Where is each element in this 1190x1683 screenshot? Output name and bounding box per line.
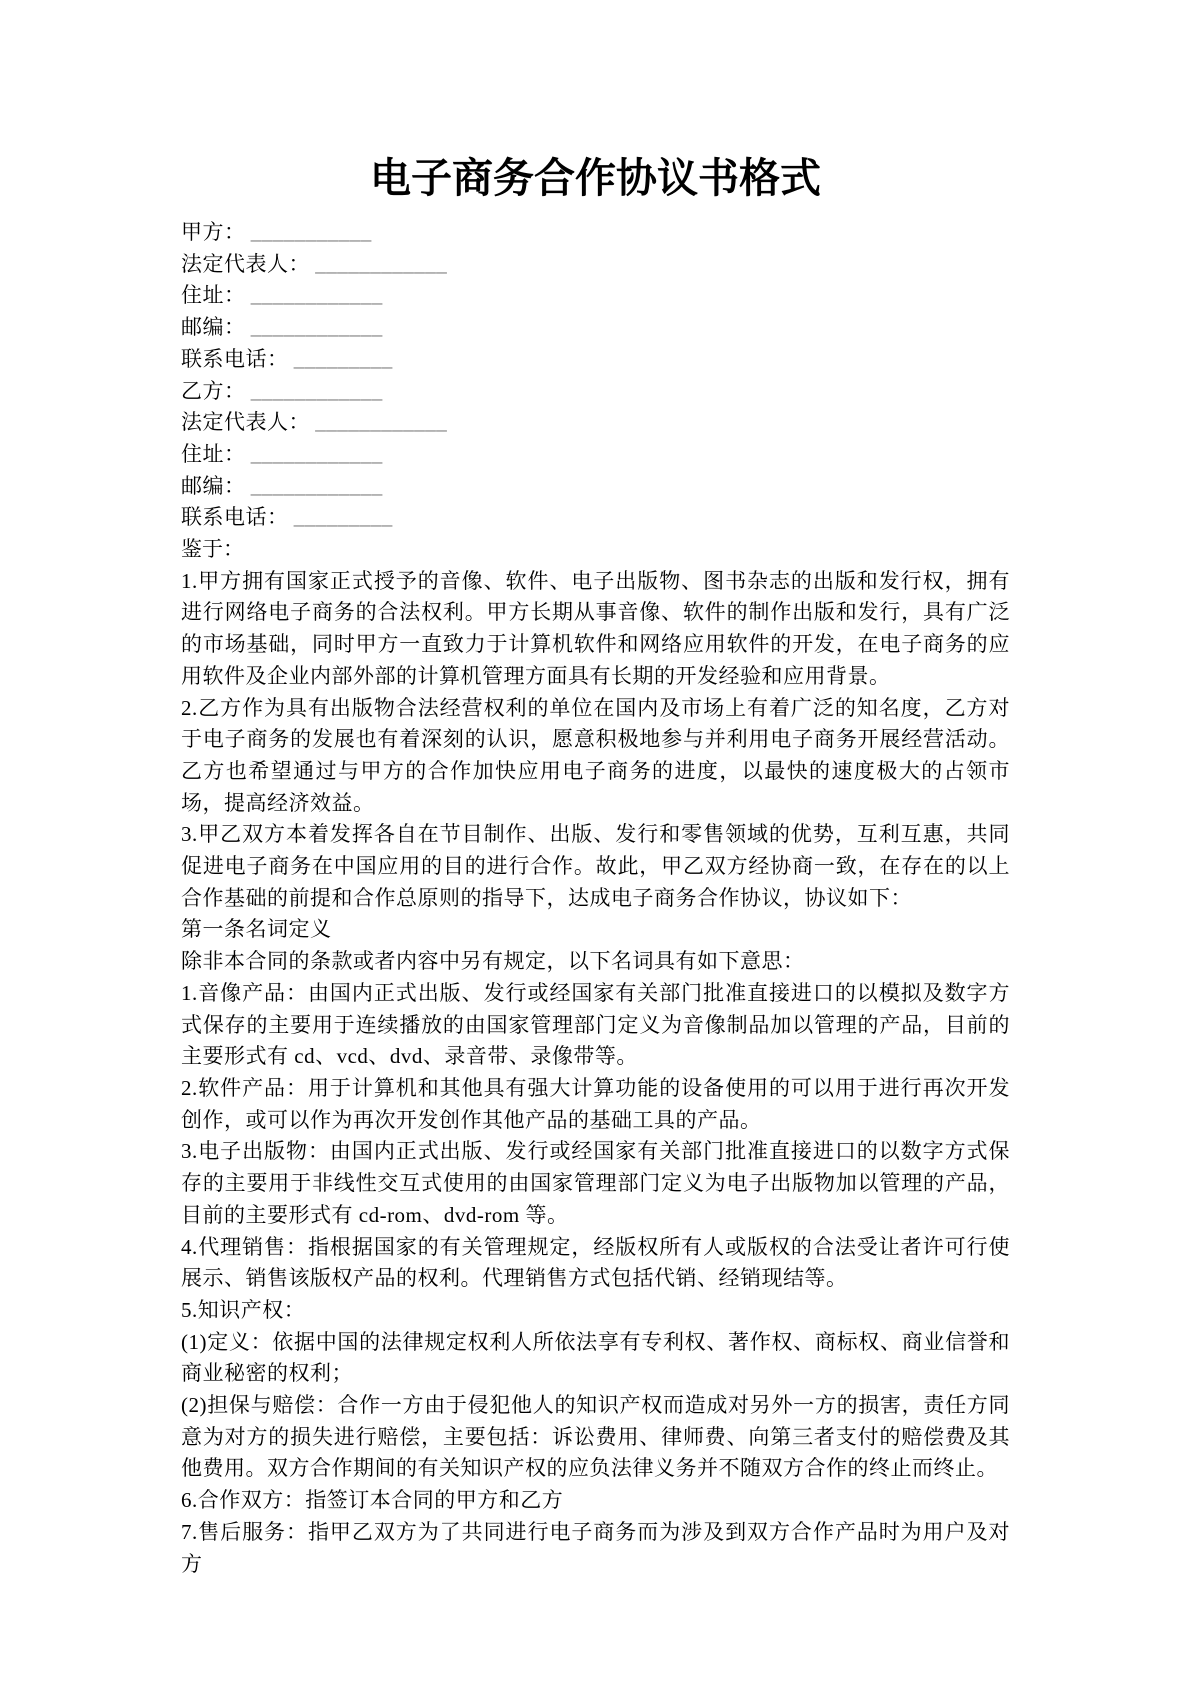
- definition-audio-video-products: 1.音像产品：由国内正式出版、发行或经国家有关部门批准直接进口的以模拟及数字方式保存的主要用于连续播放的由国家管理部门定义为音像制品加以管理的产品，目前的主要形式有 cd、vcd、dvd、录音带、录像带等。: [181, 980, 1010, 1069]
- recital-paragraph-1: 1.甲方拥有国家正式授予的音像、软件、电子出版物、图书杂志的出版和发行权，拥有进行网络电子商务的合法权利。甲方长期从事音像、软件的制作出版和发行，具有广泛的市场基础，同时甲方一直致力于计算机软件和网络应用软件的开发，在电子商务的应用软件及企业内部外部的计算机管理方面具有长期的开发经验和应用背景。: [181, 568, 1010, 688]
- field-label: 邮编：: [181, 473, 246, 498]
- field-label: 住址：: [181, 283, 246, 308]
- field-row-phone-a: [181, 344, 1010, 376]
- field-row-postcode-a: [181, 312, 1010, 344]
- definition-cooperation-parties: 6.合作双方：指签订本合同的甲方和乙方: [181, 1488, 564, 1513]
- field-row-jiafang: [181, 217, 1010, 249]
- field-blank: ____________: [315, 410, 448, 435]
- field-label: 乙方：: [181, 378, 246, 403]
- field-blank: ____________: [250, 473, 383, 498]
- whereas-label: 鉴于：: [181, 537, 244, 562]
- definition-after-sales-service: 7.售后服务：指甲乙双方为了共同进行电子商务而为涉及到双方合作产品时为用户及对方: [181, 1519, 1010, 1576]
- field-row-postcode-b: [181, 471, 1010, 503]
- definition-ip-definition: (1)定义：依据中国的法律规定权利人所依法享有专利权、著作权、商标权、商业信誉和商业秘密的权利；: [181, 1329, 1010, 1386]
- field-blank: ____________: [250, 315, 383, 340]
- field-blank: ____________: [315, 251, 448, 276]
- field-label: 住址：: [181, 441, 246, 466]
- definition-software-products: 2.软件产品：用于计算机和其他具有强大计算功能的设备使用的可以用于进行再次开发创作，或可以作为再次开发创作其他产品的基础工具的产品。: [181, 1075, 1010, 1132]
- field-label: 法定代表人：: [181, 251, 310, 276]
- field-blank: _________: [293, 346, 393, 371]
- field-label: 甲方：: [181, 220, 246, 244]
- field-row-yifang: [181, 376, 1010, 408]
- field-label: 法定代表人：: [181, 410, 310, 435]
- field-row-address-b: [181, 439, 1010, 471]
- field-row-legal-rep-a: [181, 249, 1010, 281]
- section-one-heading: 第一条名词定义: [181, 917, 332, 942]
- definition-agency-sales: 4.代理销售：指根据国家的有关管理规定，经版权所有人或版权的合法受让者许可行使展示、销售该版权产品的权利。代理销售方式包括代销、经销现结等。: [181, 1234, 1010, 1291]
- definition-intellectual-property: 5.知识产权：: [181, 1297, 306, 1322]
- recital-paragraph-2: 2.乙方作为具有出版物合法经营权利的单位在国内及市场上有着广泛的知名度，乙方对于电子商务的发展也有着深刻的认识，愿意积极地参与并利用电子商务开展经营活动。乙方也希望通过与甲方的合作加快应用电子商务的进度，以最快的速度极大的占领市场，提高经济效益。: [181, 695, 1010, 815]
- field-blank: ____________: [250, 441, 383, 466]
- field-label: 联系电话：: [181, 346, 289, 371]
- field-blank: ___________: [250, 220, 372, 244]
- field-row-legal-rep-b: [181, 407, 1010, 439]
- field-row-phone-b: [181, 502, 1010, 534]
- field-label: 联系电话：: [181, 505, 289, 530]
- party-fields: [181, 217, 1010, 534]
- section-one-intro: 除非本合同的条款或者内容中另有规定，以下名词具有如下意思：: [181, 949, 805, 974]
- recital-paragraph-3: 3.甲乙双方本着发挥各自在节目制作、出版、发行和零售领域的优势，互利互惠，共同促进电子商务在中国应用的目的进行合作。故此，甲乙双方经协商一致，在存在的以上合作基础的前提和合作总原则的指导下，达成电子商务合作协议，协议如下：: [181, 822, 1010, 910]
- field-blank: _________: [293, 505, 393, 530]
- field-row-address-a: [181, 280, 1010, 312]
- field-label: 邮编：: [181, 315, 246, 340]
- field-blank: ____________: [250, 283, 383, 308]
- document-title: 电子商务合作协议书格式: [370, 155, 821, 201]
- definition-ip-guarantee-compensation: (2)担保与赔偿：合作一方由于侵犯他人的知识产权而造成对另外一方的损害，责任方同意为对方的损失进行赔偿，主要包括：诉讼费用、律师费、向第三者支付的赔偿费及其他费用。双方合作期间的有关知识产权的应负法律义务并不随双方合作的终止而终止。: [181, 1393, 1010, 1481]
- definition-electronic-publications: 3.电子出版物：由国内正式出版、发行或经国家有关部门批准直接进口的以数字方式保存的主要用于非线性交互式使用的由国家管理部门定义为电子出版物加以管理的产品，目前的主要形式有 cd-rom、dvd-rom 等。: [181, 1139, 1010, 1227]
- field-blank: ____________: [250, 378, 383, 403]
